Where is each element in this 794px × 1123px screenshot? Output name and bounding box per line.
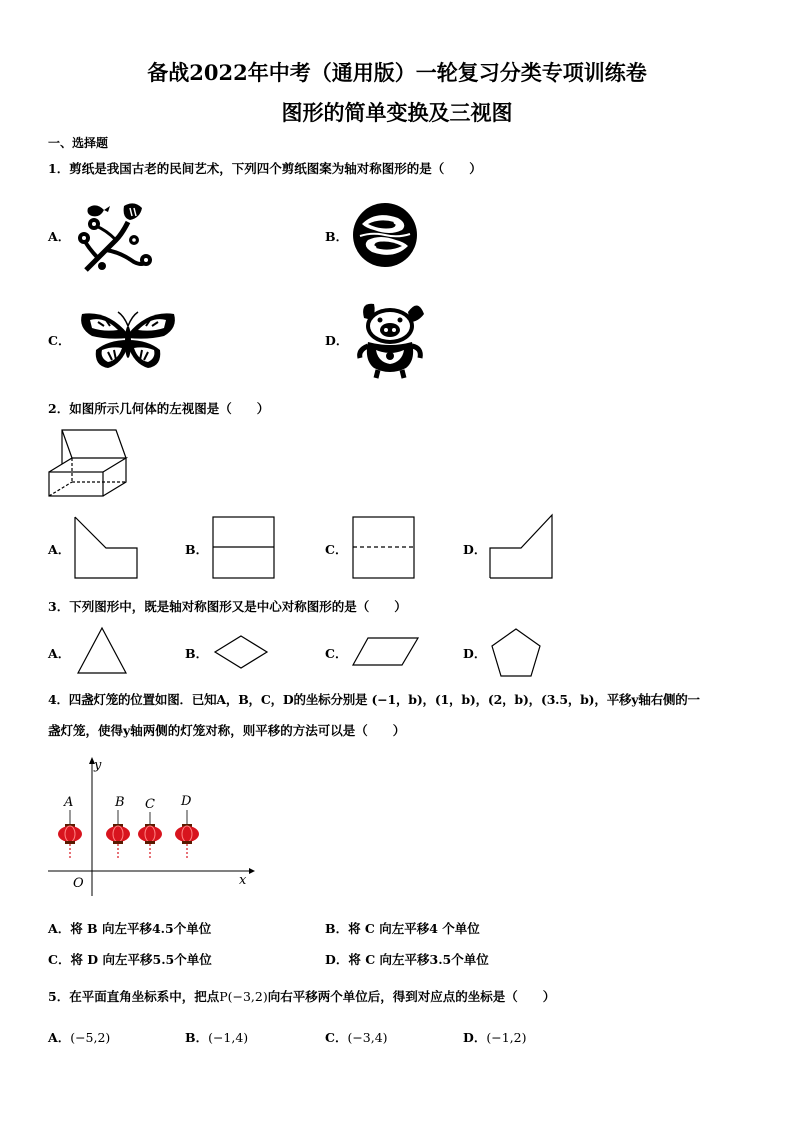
lantern-d (175, 810, 199, 860)
twin-fish-papercut-icon (352, 202, 418, 268)
q5-stem-post: 向右平移两个单位后，得到对应点的坐标是（ ） (267, 989, 556, 1004)
q3-stem: 3．下列图形中，既是轴对称图形又是中心对称图形的是（ ） (48, 599, 407, 614)
q5-option-c-label: C． (325, 1030, 348, 1045)
q1-option-c-label: C． (48, 333, 71, 348)
q4-point-b-label: B (115, 795, 125, 810)
q3-option-d-label: D． (463, 646, 487, 661)
q3-option-a-label: A． (48, 646, 71, 661)
q2-option-c-label: C． (325, 542, 348, 557)
q4-point-a-label: A (64, 795, 74, 810)
q5-option-a-label: A． (48, 1030, 71, 1045)
q5-option-b-value: (−1,4) (208, 1030, 249, 1045)
document-title: 备战2022年中考（通用版）一轮复习分类专项训练卷 (147, 60, 647, 85)
q3-rhombus-figure (214, 635, 268, 673)
q4-stem-line1: 4．四盏灯笼的位置如图．已知A，B，C，D的坐标分别是 (−1，b)，(1，b)，(2，b)，(3.5，b)，平移y轴右侧的一 (48, 692, 700, 707)
q3-option-b-label: B． (185, 646, 209, 661)
q5-option-b (185, 1028, 248, 1046)
q4-point-c-label: C (145, 797, 155, 812)
q4-option-d: D．将 C 向左平移3.5个单位 (325, 952, 489, 967)
section-heading: 一、选择题 (48, 136, 109, 150)
q3-parallelogram-figure (352, 637, 420, 671)
document-subtitle: 图形的简单变换及三视图 (281, 100, 513, 125)
q4-x-axis-label: x (239, 873, 247, 888)
lantern-c (138, 812, 162, 860)
magpie-plum-papercut-icon (76, 200, 152, 276)
q3-pentagon-figure (490, 628, 542, 682)
butterfly-papercut-icon (78, 306, 178, 372)
q1-stem: 1．剪纸是我国古老的民间艺术，下列四个剪纸图案为轴对称图形的是（ ） (48, 161, 482, 176)
pig-papercut-icon (354, 298, 426, 380)
q4-lantern-figure (44, 756, 264, 896)
q5-stem-point: P(−3,2) (219, 989, 268, 1004)
q4-point-d-label: D (181, 794, 192, 809)
q4-stem-line2: 盏灯笼，使得y轴两侧的灯笼对称，则平移的方法可以是（ ） (48, 723, 406, 738)
q2-stem: 2．如图所示几何体的左视图是（ ） (48, 401, 270, 416)
q2-option-d-label: D． (463, 542, 487, 557)
q1-option-b-label: B． (325, 229, 349, 244)
q3-triangle-figure (77, 627, 127, 679)
q4-option-c: C．将 D 向左平移5.5个单位 (48, 952, 212, 967)
q4-option-a: A．将 B 向左平移4.5个单位 (48, 921, 212, 936)
q5-stem-pre: 5．在平面直角坐标系中，把点 (48, 989, 220, 1004)
q2-solid-figure (48, 428, 132, 500)
q4-option-b: B．将 C 向左平移4 个单位 (325, 921, 480, 936)
q3-option-c-label: C． (325, 646, 348, 661)
lantern-a (58, 810, 82, 860)
q2-option-b-label: B． (185, 542, 209, 557)
q2-option-a-figure (74, 516, 140, 584)
lantern-b (106, 810, 130, 860)
q2-option-c-figure (352, 516, 416, 584)
q5-option-b-label: B． (185, 1030, 209, 1045)
q1-option-d-label: D． (325, 333, 349, 348)
q5-option-d-label: D． (463, 1030, 487, 1045)
q5-option-c-value: (−3,4) (347, 1030, 388, 1045)
q4-origin-label: O (73, 876, 84, 891)
q5-option-d (463, 1028, 526, 1046)
q5-stem (48, 987, 555, 1005)
q2-option-b-figure (212, 516, 276, 584)
q4-y-axis-label: y (94, 758, 102, 773)
q1-option-a-label: A． (48, 229, 71, 244)
q5-option-a (48, 1028, 110, 1046)
q5-option-c (325, 1028, 388, 1046)
q5-option-a-value: (−5,2) (70, 1030, 111, 1045)
q2-option-d-figure (489, 514, 555, 584)
q5-option-d-value: (−1,2) (486, 1030, 527, 1045)
q2-option-a-label: A． (48, 542, 71, 557)
